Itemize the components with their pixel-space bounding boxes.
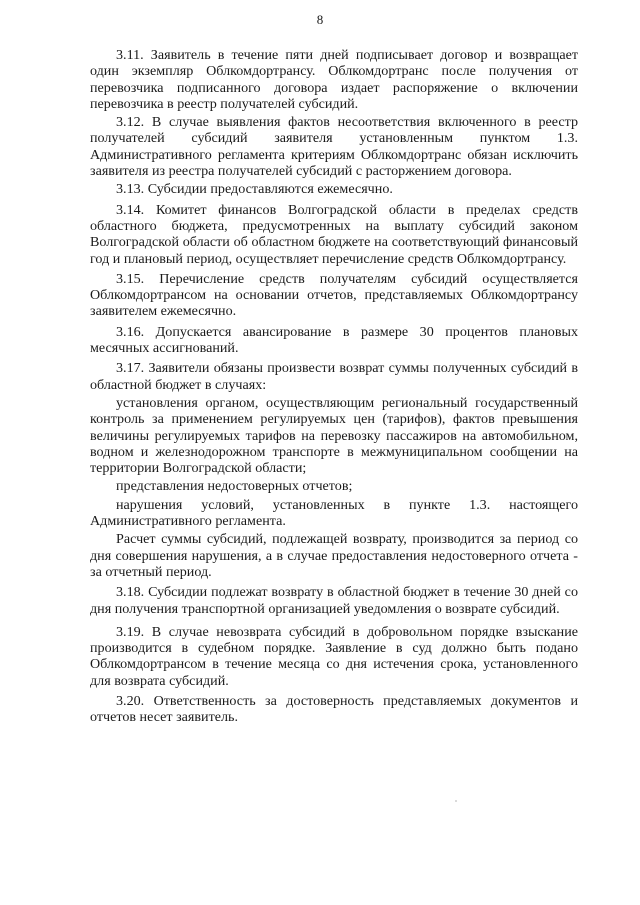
paragraph-refund-calculation: Расчет суммы субсидий, подлежащей возврату, производится за период со дня совершения нарушения, а в случае предоставления недостоверного отчета - за отчетный период. (90, 531, 578, 580)
scan-artifact (455, 800, 457, 802)
page-number: 8 (316, 12, 324, 27)
paragraph-3-18: 3.18. Субсидии подлежат возврату в областной бюджет в течение 30 дней со дня получения транспортной организацией уведомления о возврате субсидий. (90, 584, 578, 617)
list-item: нарушения условий, установленных в пункте 1.3. настоящего Административного регламента. (90, 496, 578, 530)
paragraph-3-12: 3.12. В случае выявления фактов несоответствия включенного в реестр получателей субсидий заявителя установленным пунктом 1.3. Административного регламента критериям Облкомдортранс обязан исключить заявителя из реестра получателей субсидий с расторжением договора. (90, 114, 578, 180)
paragraph-3-13: 3.13. Субсидии предоставляются ежемесячно. (116, 181, 393, 198)
paragraph-3-15: 3.15. Перечисление средств получателям субсидий осуществляется Облкомдортрансом на основании отчетов, представляемых Облкомдортрансу заявителем ежемесячно. (90, 270, 578, 320)
paragraph-3-17: 3.17. Заявители обязаны произвести возврат суммы полученных субсидий в областной бюджет в случаях: (90, 360, 578, 393)
refund-cases-list (90, 395, 578, 529)
paragraph-3-19: 3.19. В случае невозврата субсидий в добровольном порядке взыскание производится в судебном порядке. Заявление в суд должно быть подано Облкомдортрансом в течение месяца со дня истечения срока, установленного для возврата субсидий. (90, 623, 578, 689)
paragraph-3-11: 3.11. Заявитель в течение пяти дней подписывает договор и возвращает один экземпляр Облкомдортрансу. Облкомдортранс после получения от перевозчика подписанного договора издает распоряжение о включении перевозчика в реестр получателей субсидий. (90, 47, 578, 112)
paragraph-3-20: 3.20. Ответственность за достоверность представляемых документов и отчетов несет заявитель. (90, 692, 578, 726)
list-item: представления недостоверных отчетов; (116, 478, 353, 495)
paragraph-3-14: 3.14. Комитет финансов Волгоградской области в пределах средств областного бюджета, предусмотренных на выплату субсидий законом Волгоградской области об областном бюджете на соответствующий финансовый год и плановый период, осуществляет перечисление средств Облкомдортрансу. (90, 201, 578, 267)
document-body (90, 47, 578, 726)
list-item: установления органом, осуществляющим региональный государственный контроль за применением регулируемых цен (тарифов), фактов превышения величины регулируемых тарифов на перевозку пассажиров на автомобильном, водном и железнодорожном транспорте в межмуниципальном сообщении на территории Волгоградской области; (90, 394, 578, 477)
paragraph-3-16: 3.16. Допускается авансирование в размере 30 процентов плановых месячных ассигнований. (90, 323, 578, 357)
